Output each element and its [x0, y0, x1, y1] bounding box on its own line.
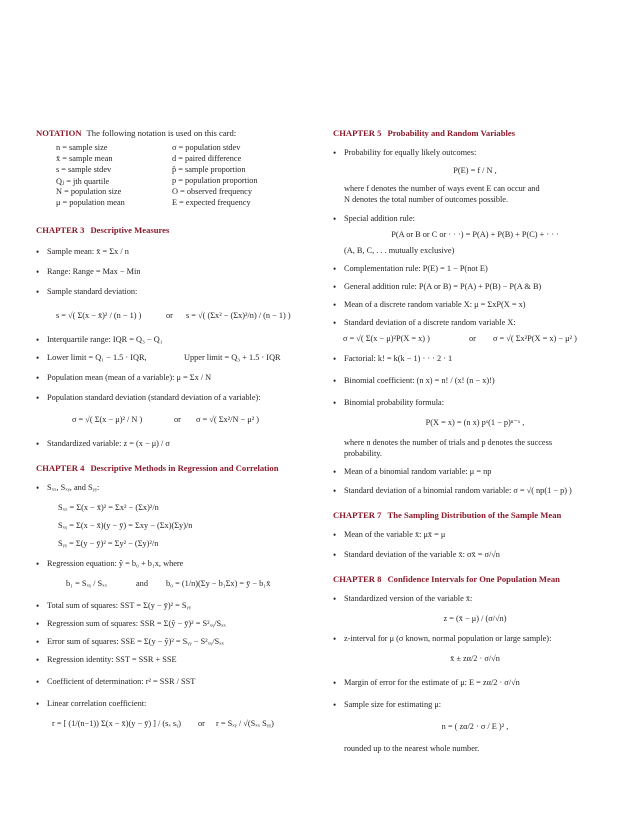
binomial-where-line-2: probability. — [344, 449, 382, 458]
standardized-xbar-formula: z = (x̄ − μ) / (σ/√n) — [443, 614, 507, 623]
or-label: or — [166, 311, 173, 320]
chapter-7-heading — [333, 510, 617, 520]
sample-mean-mean-item: • Mean of the variable x̄: μx̄ = μ — [333, 530, 617, 540]
coefficient-of-determination-item: • Coefficient of determination: r² = SSR / SST — [36, 677, 314, 687]
notation-row — [36, 143, 314, 154]
r-formula-2: r = Sₓᵧ / √(Sₓₓ Sᵧᵧ) — [216, 719, 274, 728]
notation-intro: The following notation is used on this card: — [86, 128, 237, 138]
notation-row — [36, 198, 314, 209]
chapter-8-heading — [333, 574, 617, 584]
population-sd-formula-1: σ = √( Σ(x − μ)² / N ) — [72, 415, 143, 424]
or-label: or — [198, 719, 205, 728]
mutually-exclusive-note: (A, B, C, . . . mutually exclusive) — [344, 246, 455, 255]
chapter-5-heading — [333, 128, 617, 138]
population-sd-formulas — [36, 409, 314, 433]
special-addition-item: • Special addition rule: — [333, 214, 617, 224]
sample-sd-formula-2: s = √( (Σx² − (Σx)²/n) / (n − 1) ) — [186, 311, 291, 320]
b0-formula: b₀ = (1/n)(Σy − b₁Σx) = ȳ − b₁x̄ — [166, 579, 271, 588]
regression-coefficients — [36, 573, 314, 595]
z-interval-formula: x̄ ± zα/2 · σ/√n — [450, 654, 500, 663]
left-column — [36, 124, 314, 735]
binomial-coefficient-item: • Binomial coefficient: (n x) = n! / (x! (n − x)!) — [333, 376, 617, 386]
chapter-number: CHAPTER 4 — [36, 463, 85, 473]
sample-mean-item: • Sample mean: x̄ = Σx / n — [36, 247, 314, 257]
discrete-mean-item: • Mean of a discrete random variable X: μ = ΣxP(X = x) — [333, 300, 617, 310]
notation-row — [36, 187, 314, 198]
population-mean-item: • Population mean (mean of a variable): μ = Σx / N — [36, 373, 314, 383]
ssr-item: • Regression sum of squares: SSR = Σ(ŷ − ȳ)² = S²ₓᵧ/Sₓₓ — [36, 619, 314, 629]
right-column — [333, 124, 617, 754]
notation-title: NOTATION — [36, 128, 82, 138]
sst-item: • Total sum of squares: SST = Σ(y − ȳ)² = Sᵧᵧ — [36, 601, 314, 611]
discrete-sd-item: • Standard deviation of a discrete random variable X: — [333, 318, 617, 328]
chapter-4-heading — [36, 463, 314, 473]
iqr-item: • Interquartile range: IQR = Q₃ − Q₁ — [36, 335, 314, 345]
discrete-sd-formula-2: σ = √( Σx²P(X = x) − μ² ) — [493, 334, 577, 343]
discrete-sd-formula-1: σ = √( Σ(x − μ)²P(X = x) ) — [343, 334, 430, 343]
margin-of-error-item: • Margin of error for the estimate of μ: E = zα/2 · σ/√n — [333, 678, 617, 688]
range-item: • Range: Range = Max − Min — [36, 267, 314, 277]
equally-likely-item: • Probability for equally likely outcomes: — [333, 148, 617, 158]
or-label: or — [469, 334, 476, 343]
regression-identity-item: • Regression identity: SST = SSR + SSE — [36, 655, 314, 665]
z-interval-item: • z-interval for μ (σ known, normal population or large sample): — [333, 634, 617, 644]
binomial-sd-item: • Standard deviation of a binomial random variable: σ = √( np(1 − p) ) — [333, 486, 617, 496]
notation-row — [36, 154, 314, 165]
binomial-probability-item: • Binomial probability formula: — [333, 398, 617, 408]
pe-formula: P(E) = f / N , — [453, 166, 497, 175]
notation-cell: n = sample size — [56, 143, 108, 152]
population-sd-item: • Population standard deviation (standard deviation of a variable): — [36, 393, 314, 403]
sxy-formula: Sₓᵧ = Σ(x − x̄)(y − ȳ) = Σxy − (Σx)(Σy)/n — [58, 521, 193, 530]
discrete-sd-formulas — [333, 334, 617, 346]
binomial-mean-item: • Mean of a binomial random variable: μ = np — [333, 467, 617, 477]
chapter-number: CHAPTER 7 — [333, 510, 382, 520]
notation-cell: σ = population stdev — [172, 143, 241, 152]
upper-limit: Upper limit = Q₃ + 1.5 · IQR — [184, 353, 281, 362]
special-addition-formula: P(A or B or C or · · ·) = P(A) + P(B) + P(C) + · · · — [391, 230, 559, 239]
notation-cell: O = observed frequency — [172, 187, 253, 196]
standardized-xbar-item: • Standardized version of the variable x̄: — [333, 594, 617, 604]
sums-of-squares-item: • Sₓₓ, Sₓᵧ, and Sᵧᵧ: — [36, 483, 314, 493]
binomial-probability-formula: P(X = x) = (n x) pˣ(1 − p)ⁿ⁻ˣ , — [425, 418, 525, 427]
sample-mean-sd-item: • Standard deviation of the variable x̄: σx̄ = σ/√n — [333, 550, 617, 560]
notation-cell: p̂ = sample proportion — [172, 165, 246, 174]
chapter-title: Probability and Random Variables — [387, 128, 516, 138]
notation-cell: p = population proportion — [172, 176, 258, 185]
notation-cell: x̄ = sample mean — [56, 154, 113, 163]
or-label: or — [174, 415, 181, 424]
pe-where-line-2: N denotes the total number of outcomes possible. — [344, 195, 509, 204]
notation-row — [36, 176, 314, 187]
binomial-where-line-1: where n denotes the number of trials and p denotes the success — [344, 438, 553, 447]
chapter-title: The Sampling Distribution of the Sample Mean — [387, 510, 562, 520]
chapter-number: CHAPTER 5 — [333, 128, 382, 138]
notation-heading — [36, 128, 314, 138]
notation-row — [36, 165, 314, 176]
linear-correlation-item: • Linear correlation coefficient: — [36, 699, 314, 709]
sample-sd-formulas — [36, 305, 314, 329]
correlation-formulas — [36, 713, 314, 735]
notation-cell: N = population size — [56, 187, 122, 196]
b1-formula: b₁ = Sₓᵧ / Sₓₓ — [66, 579, 107, 588]
standardized-variable-item: • Standardized variable: z = (x − μ) / σ — [36, 439, 314, 449]
chapter-title: Confidence Intervals for One Population Mean — [387, 574, 560, 584]
syy-formula: Sᵧᵧ = Σ(y − ȳ)² = Σy² − (Σy)²/n — [58, 539, 159, 548]
sxx-formula: Sₓₓ = Σ(x − x̄)² = Σx² − (Σx)²/n — [58, 503, 159, 512]
notation-cell: s = sample stdev — [56, 165, 112, 174]
chapter-title: Descriptive Measures — [90, 225, 170, 235]
general-addition-item: • General addition rule: P(A or B) = P(A) + P(B) − P(A & B) — [333, 282, 617, 292]
pe-where-line-1: where f denotes the number of ways event E can occur and — [344, 184, 540, 193]
chapter-number: CHAPTER 3 — [36, 225, 85, 235]
lower-limit: Lower limit = Q₁ − 1.5 · IQR, — [47, 353, 147, 362]
regression-equation-item: • Regression equation: ŷ = b₀ + b₁x, where — [36, 559, 314, 569]
complementation-item: • Complementation rule: P(E) = 1 − P(not E) — [333, 264, 617, 274]
sample-size-formula: n = ( zα/2 · σ / E )² , — [441, 722, 509, 731]
notation-cell: μ = population mean — [56, 198, 125, 207]
limits-item — [36, 353, 314, 363]
rounding-note: rounded up to the nearest whole number. — [344, 744, 480, 753]
chapter-title: Descriptive Methods in Regression and Correlation — [90, 463, 279, 473]
notation-table — [36, 143, 314, 209]
factorial-item: • Factorial: k! = k(k − 1) · · · 2 · 1 — [333, 354, 617, 364]
sample-sd-formula-1: s = √( Σ(x − x̄)² / (n − 1) ) — [56, 311, 142, 320]
sse-item: • Error sum of squares: SSE = Σ(y − ŷ)² = Sᵧᵧ − S²ₓᵧ/Sₓₓ — [36, 637, 314, 647]
chapter-number: CHAPTER 8 — [333, 574, 382, 584]
chapter-3-heading — [36, 225, 314, 235]
notation-cell: d = paired difference — [172, 154, 242, 163]
and-label: and — [136, 579, 148, 588]
notation-cell: E = expected frequency — [172, 198, 251, 207]
population-sd-formula-2: σ = √( Σx²/N − μ² ) — [196, 415, 260, 424]
sample-sd-item: • Sample standard deviation: — [36, 287, 314, 297]
sample-size-item: • Sample size for estimating μ: — [333, 700, 617, 710]
r-formula-1: r = [ (1/(n−1)) Σ(x − x̄)(y − ȳ) ] / (sₓ sᵧ) — [52, 719, 182, 728]
notation-cell: Qⱼ = jth quartile — [56, 177, 110, 186]
